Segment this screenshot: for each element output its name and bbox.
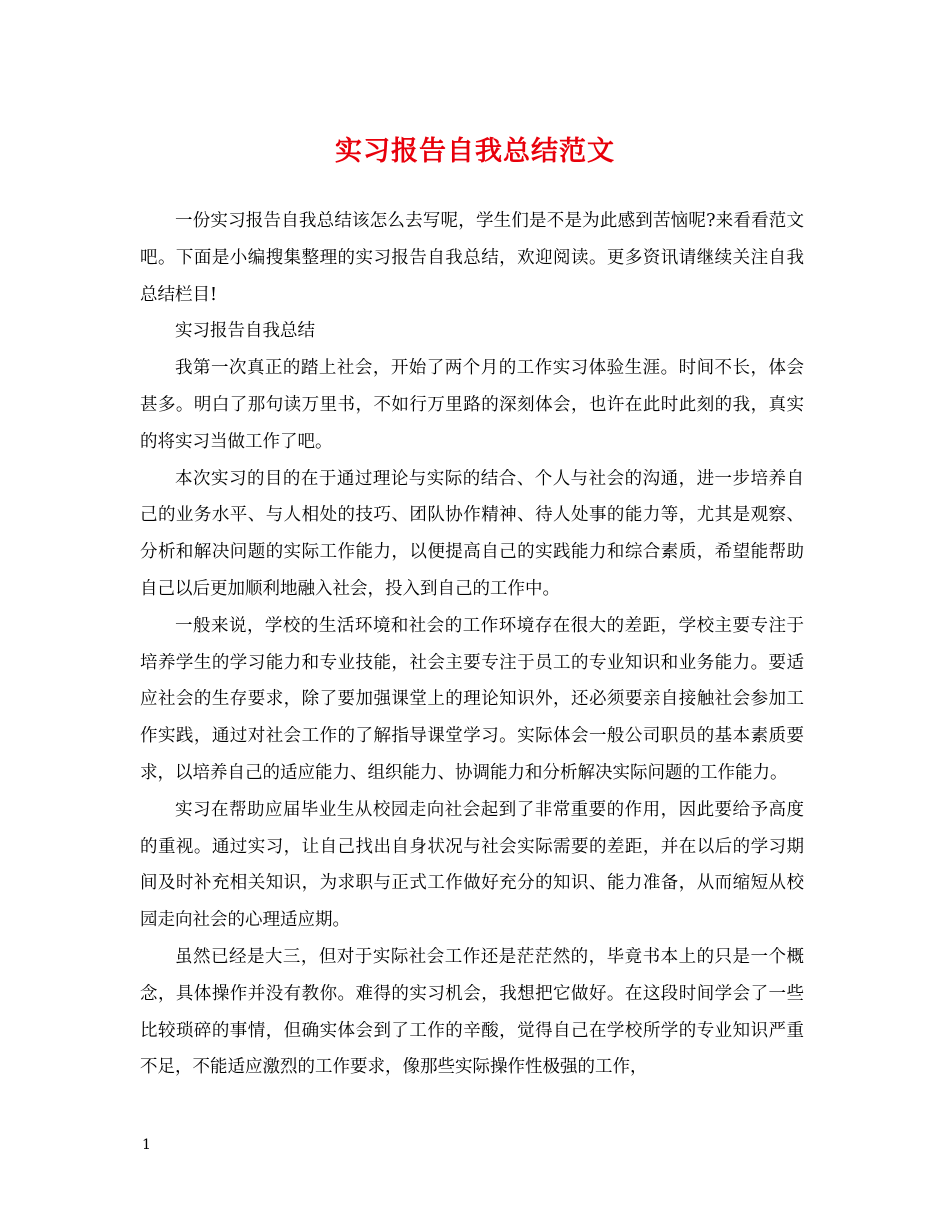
paragraph: 我第一次真正的踏上社会，开始了两个月的工作实习体验生涯。时间不长，体会甚多。明白了那句读万里书，不如行万里路的深刻体会，也许在此时此刻的我，真实的将实习当做工作了吧。 [140, 358, 804, 452]
paragraph: 虽然已经是大三，但对于实际社会工作还是茫茫然的，毕竟书本上的只是一个概念，具体操作并没有教你。难得的实习机会，我想把它做好。在这段时间学会了一些比较琐碎的事情，但确实体会到了工作的辛酸，觉得自己在学校所学的专业知识严重不足，不能适应激烈的工作要求，像那些实际操作性极强的工作， [140, 946, 804, 1078]
paragraph-subheading: 实习报告自我总结 [175, 321, 315, 342]
document-body [140, 203, 804, 1086]
paragraph: 一般来说，学校的生活环境和社会的工作环境存在很大的差距，学校主要专注于培养学生的学习能力和专业技能，社会主要专注于员工的专业知识和业务能力。要适应社会的生存要求，除了要加强课堂上的理论知识外，还必须要亲自接触社会参加工作实践，通过对社会工作的了解指导课堂学习。实际体会一般公司职员的基本素质要求，以培养自己的适应能力、组织能力、协调能力和分析解决实际问题的工作能力。 [140, 615, 804, 783]
paragraph: 实习在帮助应届毕业生从校园走向社会起到了非常重要的作用，因此要给予高度的重视。通过实习，让自己找出自身状况与社会实际需要的差距，并在以后的学习期间及时补充相关知识，为求职与正式工作做好充分的知识、能力准备，从而缩短从校园走向社会的心理适应期。 [140, 799, 804, 931]
paragraph-intro: 一份实习报告自我总结该怎么去写呢，学生们是不是为此感到苦恼呢?来看看范文吧。下面是小编搜集整理的实习报告自我总结，欢迎阅读。更多资讯请继续关注自我总结栏目! [140, 211, 804, 305]
page-number: 1 [142, 1137, 151, 1153]
paragraph: 本次实习的目的在于通过理论与实际的结合、个人与社会的沟通，进一步培养自己的业务水平、与人相处的技巧、团队协作精神、待人处事的能力等，尤其是观察、分析和解决问题的实际工作能力，以便提高自己的实践能力和综合素质，希望能帮助自己以后更加顺利地融入社会，投入到自己的工作中。 [140, 468, 804, 599]
document-title: 实习报告自我总结范文 [335, 136, 615, 167]
